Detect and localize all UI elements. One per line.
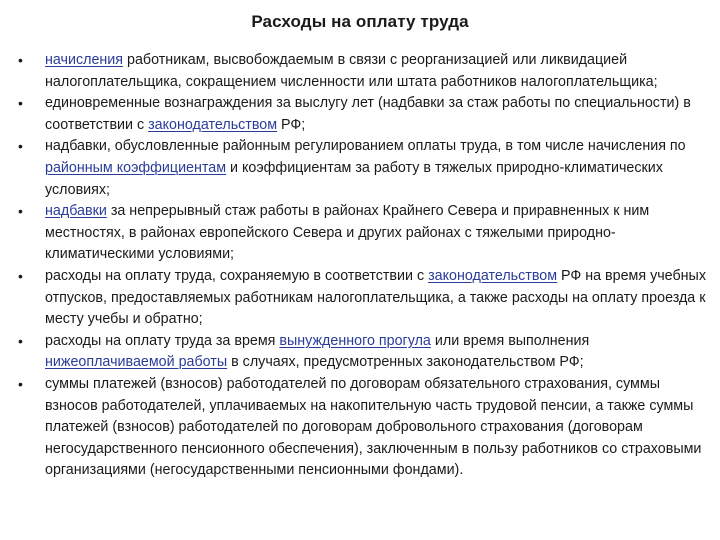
- item-text: РФ на время учебных отпусков, предоставляемых работникам налогоплательщика, а также расходы на оплату проезда к месту учебы и обратно;: [45, 267, 706, 328]
- hyperlink[interactable]: начисления: [45, 52, 124, 68]
- list-item: [18, 331, 708, 374]
- list-item: [18, 266, 708, 331]
- item-text: работникам, высвобождаемым в связи с реорганизацией или ликвидацией налогоплательщика, сокращением численности или штата работников налогоплательщика;: [45, 52, 658, 90]
- item-text: суммы платежей (взносов) работодателей по договорам обязательного страхования, суммы взносов работодателей, уплачиваемых на накопительную часть трудовой пенсии, а также суммы платежей (взносов) работодателей по договорам добровольного страхования (договорам негосударственного пенсионного обеспечения), заключенным в пользу работников со страховыми организациями (негосударственными пенсионными фондами).: [45, 375, 702, 479]
- list-item: [18, 136, 708, 201]
- bullet-icon: •: [18, 52, 23, 68]
- item-text: или время выполнения: [430, 332, 590, 349]
- item-text: надбавки, обусловленные районным регулированием оплаты труда, в том числе начисления по: [45, 138, 686, 155]
- hyperlink[interactable]: надбавки: [45, 203, 107, 220]
- item-text: единовременные вознаграждения за выслугу лет (надбавки за стаж работы по специальности) в соответствии с: [45, 95, 691, 133]
- list-item: [18, 50, 708, 93]
- item-text: РФ;: [277, 116, 306, 133]
- item-text: и коэффициентам за работу в тяжелых природно-климатических условиях;: [45, 159, 663, 198]
- bullet-icon: •: [18, 375, 23, 392]
- item-text: за непрерывный стаж работы в районах Крайнего Севера и приравненных к ним местностях, в районах европейского Севера и других районах с тяжелыми природно-климатическими условиями;: [45, 203, 650, 263]
- bullet-icon: •: [18, 267, 23, 284]
- list-item: [18, 93, 708, 136]
- item-text: расходы на оплату труда, сохраняемую в соответствии с: [45, 267, 429, 284]
- item-text: расходы на оплату труда за время: [45, 332, 280, 349]
- bullet-icon: •: [18, 203, 23, 220]
- bullet-icon: •: [18, 95, 23, 112]
- hyperlink[interactable]: районным коэффициентам: [45, 159, 227, 176]
- bullet-icon: •: [18, 138, 23, 155]
- item-text: в случаях, предусмотренных законодательством РФ;: [227, 354, 584, 371]
- list-item: [18, 201, 708, 266]
- hyperlink[interactable]: нижеоплачиваемой работы: [45, 354, 228, 371]
- bullet-icon: •: [18, 332, 23, 349]
- list-item: [18, 374, 708, 482]
- hyperlink[interactable]: вынужденного прогула: [279, 332, 431, 349]
- expense-list: [18, 50, 708, 482]
- hyperlink[interactable]: законодательством: [148, 116, 278, 133]
- slide-title: Расходы на оплату труда: [251, 12, 469, 31]
- hyperlink[interactable]: законодательством: [428, 267, 558, 284]
